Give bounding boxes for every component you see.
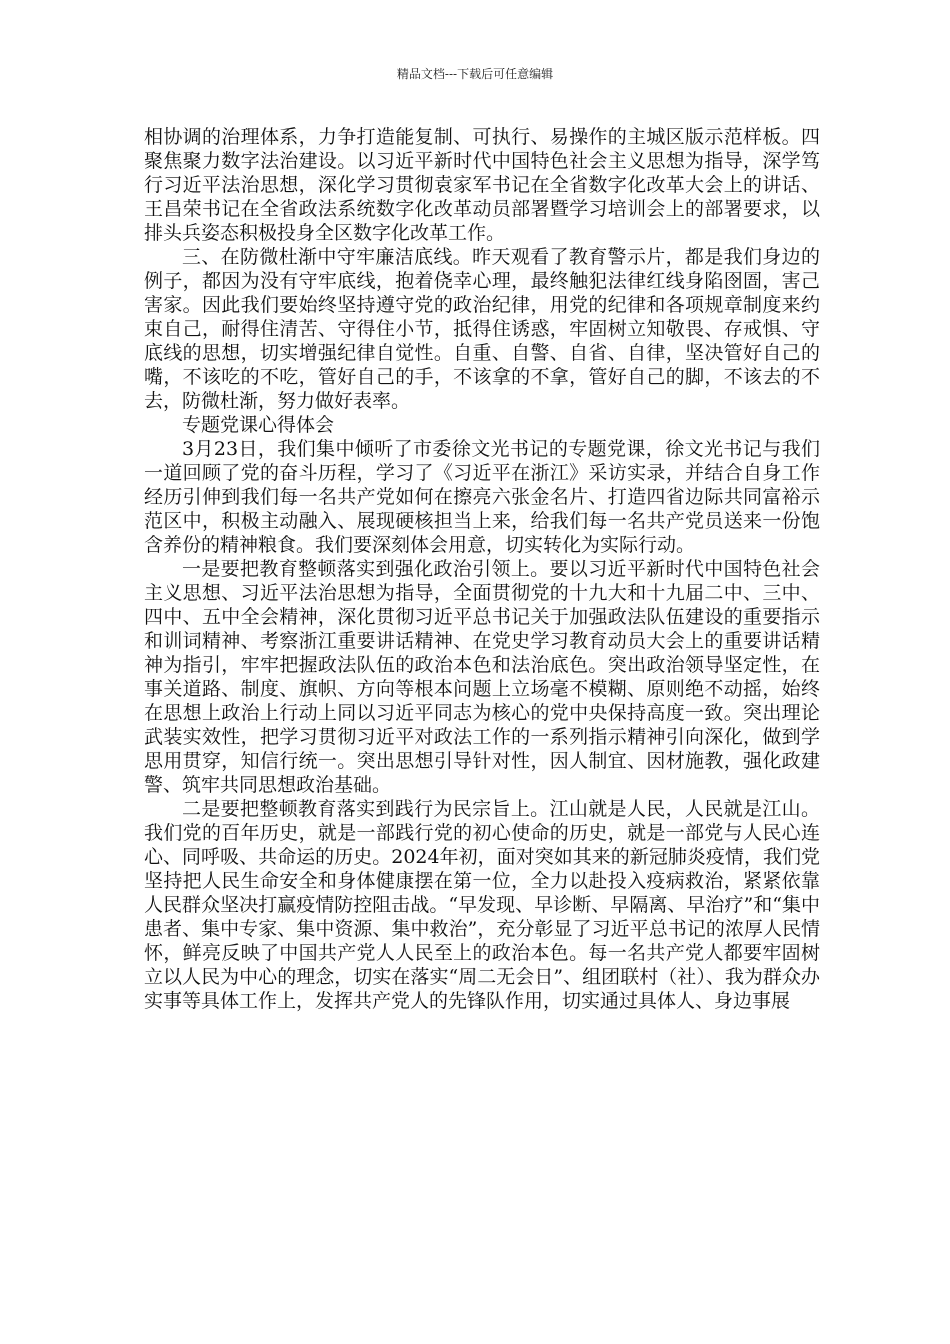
paragraph-2: 三、在防微杜渐中守牢廉洁底线。昨天观看了教育警示片，都是我们身边的例子，都因为没有守牢底线，抱着侥幸心理，最终触犯法律红线身陷囹圄，害己害家。因此我们要始终坚持遵守党的政治纪律，用党的纪律和各项规章制度来约束自己，耐得住清苦、守得住小节，抵得住诱惑，牢固树立知敬畏、存戒惧、守底线的思想，切实增强纪律自觉性。自重、自警、自省、自律，坚决管好自己的嘴，不该吃的不吃，管好自己的手，不该拿的不拿，管好自己的脚，不该去的不去，防微杜渐，努力做好表率。	[144, 246, 820, 412]
paragraph-3: 3月23日，我们集中倾听了市委徐文光书记的专题党课，徐文光书记与我们一道回顾了党的奋斗历程，学习了《习近平在浙江》采访实录，并结合自身工作经历引伸到我们每一名共产党如何在擦亮六张金名片、打造四省边际共同富裕示范区中，积极主动融入、展现硬核担当上来，给我们每一名共产党员送来一份饱含养份的精神粮食。我们要深刻体会用意，切实转化为实际行动。	[144, 438, 820, 556]
document-body	[144, 125, 820, 1013]
paragraph-1: 相协调的治理体系，力争打造能复制、可执行、易操作的主城区版示范样板。四聚焦聚力数字法治建设。以习近平新时代中国特色社会主义思想为指导，深学笃行习近平法治思想，深化学习贯彻袁家军书记在全省数字化改革大会上的讲话、王昌荣书记在全省政法系统数字化改革动员部署暨学习培训会上的部署要求，以排头兵姿态积极投身全区数字化改革工作。	[144, 126, 820, 244]
paragraph-4: 一是要把教育整顿落实到强化政治引领上。要以习近平新时代中国特色社会主义思想、习近平法治思想为指导，全面贯彻党的十九大和十九届二中、三中、四中、五中全会精神，深化贯彻习近平总书记关于加强政法队伍建设的重要指示和训词精神、考察浙江重要讲话精神、在党史学习教育动员大会上的重要讲话精神为指引，牢牢把握政法队伍的政治本色和法治底色。突出政治领导坚定性，在事关道路、制度、旗帜、方向等根本问题上立场毫不模糊、原则绝不动摇，始终在思想上政治上行动上同以习近平同志为核心的党中央保持高度一致。突出理论武装实效性，把学习贯彻习近平对政法工作的一系列指示精神引向深化，做到学思用贯穿，知信行统一。突出思想引导针对性，因人制宜、因材施教，强化政建警、筑牢共同思想政治基础。	[144, 558, 820, 796]
section-title: 专题党课心得体会	[182, 414, 335, 436]
page-header: 精品文档---下载后可任意编辑	[396, 67, 554, 81]
paragraph-5: 二是要把整顿教育落实到践行为民宗旨上。江山就是人民，人民就是江山。我们党的百年历史，就是一部践行党的初心使命的历史，就是一部党与人民心连心、同呼吸、共命运的历史。2024年初，面对突如其来的新冠肺炎疫情，我们党坚持把人民生命安全和身体健康摆在第一位，全力以赴投入疫病救治，紧紧依靠人民群众坚决打赢疫情防控阻击战。“早发现、早诊断、早隔离、早治疗”和“集中患者、集中专家、集中资源、集中救治”，充分彰显了习近平总书记的浓厚人民情怀，鲜亮反映了中国共产党人人民至上的政治本色。每一名共产党人都要牢固树立以人民为中心的理念，切实在落实“周二无会日”、组团联村（社）、我为群众办实事等具体工作上，发挥共产党人的先锋队作用，切实通过具体人、身边事展	[144, 798, 820, 1012]
